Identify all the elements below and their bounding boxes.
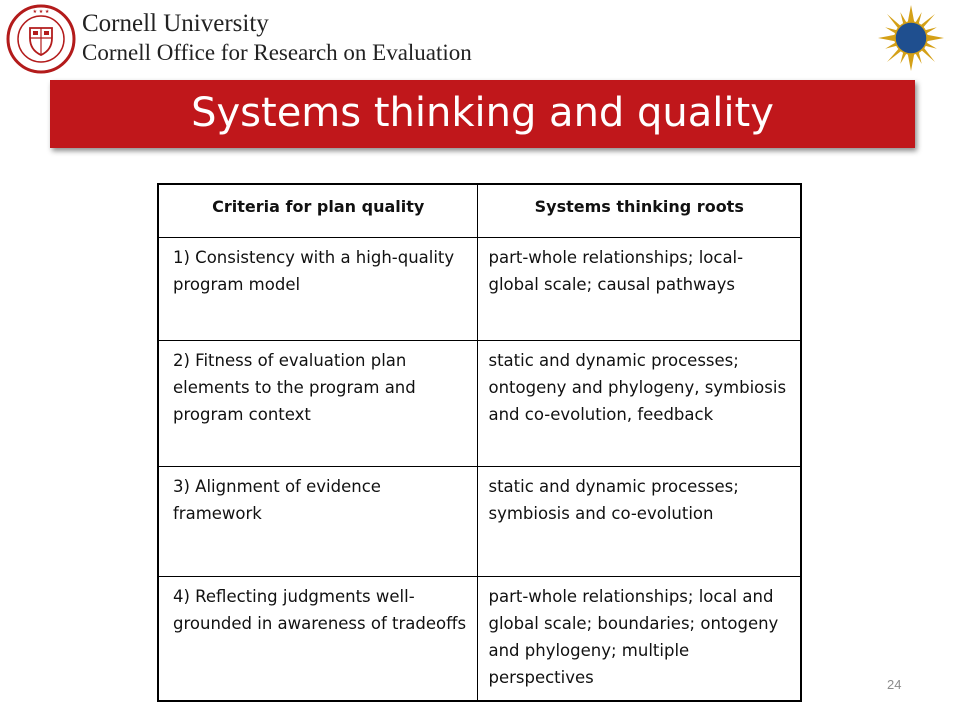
- table-row: [158, 340, 801, 466]
- university-name: Cornell University: [82, 10, 269, 37]
- slide-title: Systems thinking and quality: [191, 90, 774, 136]
- criteria-cell: 1) Consistency with a high-quality program model: [158, 237, 478, 340]
- table-row: [158, 576, 801, 701]
- roots-cell: part-whole relationships; local-global scale; causal pathways: [478, 237, 801, 340]
- svg-text:★ ★ ★: ★ ★ ★: [32, 9, 50, 15]
- nsf-logo: [877, 4, 945, 72]
- criteria-cell: 3) Alignment of evidence framework: [158, 466, 478, 576]
- quality-table: [157, 183, 802, 702]
- brand-block: [82, 10, 472, 68]
- column-header-roots: Systems thinking roots: [478, 184, 801, 237]
- criteria-cell: 4) Reflecting judgments well-grounded in awareness of tradeoffs: [158, 576, 478, 701]
- cornell-seal-logo: [6, 4, 76, 74]
- criteria-cell: 2) Fitness of evaluation plan elements to the program and program context: [158, 340, 478, 466]
- table-row: [158, 237, 801, 340]
- table-header-row: [158, 184, 801, 237]
- header: [0, 0, 960, 80]
- column-header-criteria: Criteria for plan quality: [158, 184, 478, 237]
- table-row: [158, 466, 801, 576]
- slide-title-banner: [50, 80, 915, 148]
- office-name: Cornell Office for Research on Evaluation: [82, 40, 472, 65]
- roots-cell: part-whole relationships; local and global scale; boundaries; ontogeny and phylogeny; multiple perspectives: [478, 576, 801, 701]
- page-number: 24: [887, 677, 902, 692]
- roots-cell: static and dynamic processes; ontogeny and phylogeny, symbiosis and co-evolution, feedback: [478, 340, 801, 466]
- roots-cell: static and dynamic processes; symbiosis and co-evolution: [478, 466, 801, 576]
